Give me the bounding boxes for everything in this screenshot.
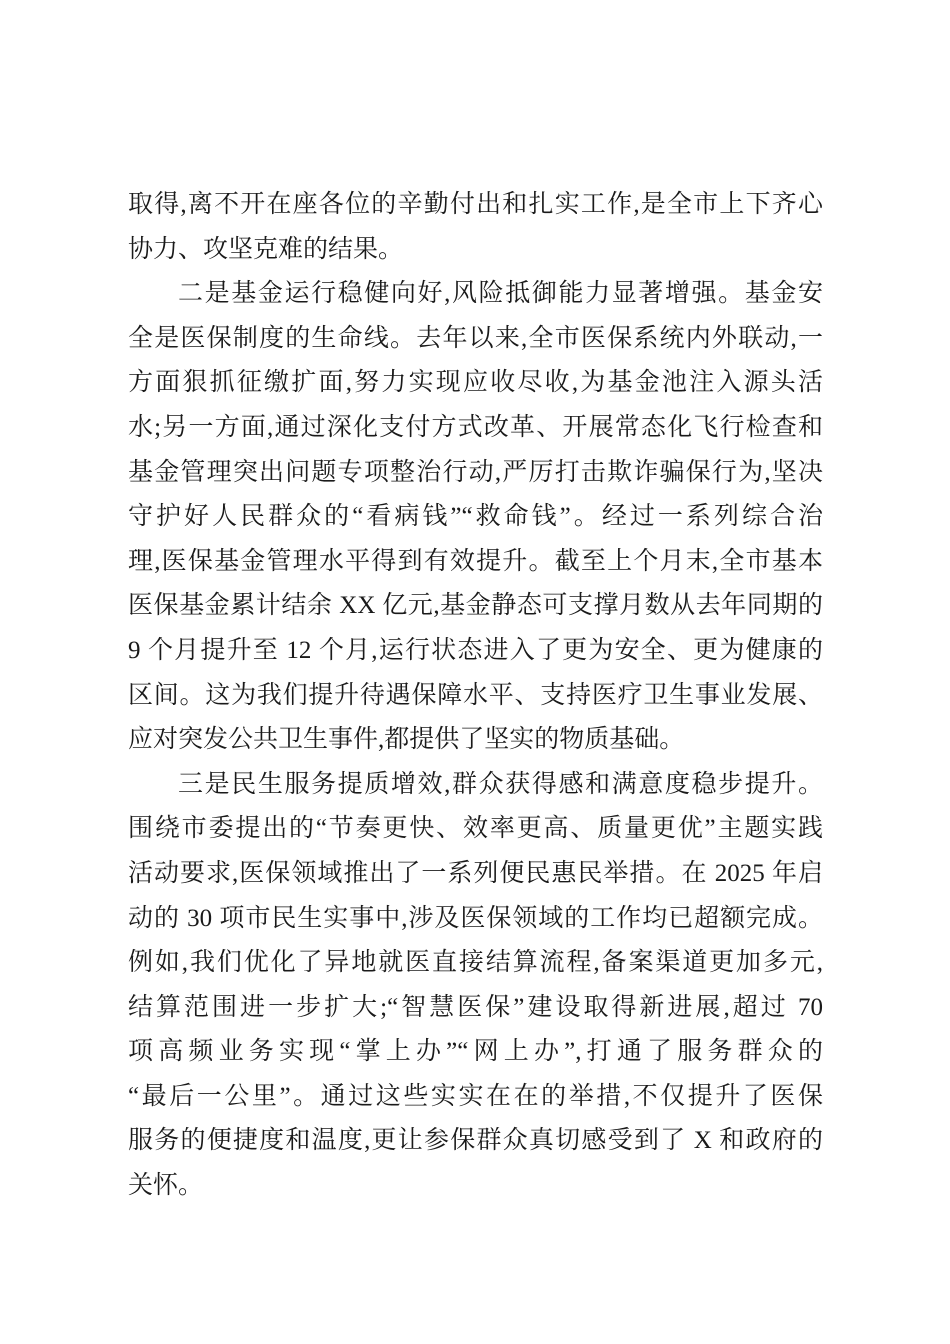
text-line: 理,医保基金管理水平得到有效提升。截至上个月末,全市基本 <box>128 547 823 575</box>
text-line: 应对突发公共卫生事件,都提供了坚实的物质基础。 <box>128 726 685 754</box>
text-line: 服务的便捷度和温度,更让参保群众真切感受到了 X 和政府的 <box>128 1127 823 1155</box>
text-line: 三是民生服务提质增效,群众获得感和满意度稳步提升。 <box>178 770 823 798</box>
text-line: 项高频业务实现“掌上办”“网上办”,打通了服务群众的 <box>128 1038 823 1066</box>
text-line: 取得,离不开在座各位的辛勤付出和扎实工作,是全市上下齐心 <box>128 191 823 218</box>
text-line: 二是基金运行稳健向好,风险抵御能力显著增强。基金安 <box>178 280 823 308</box>
text-line: 动的 30 项市民生实事中,涉及医保领域的工作均已超额完成。 <box>128 904 823 932</box>
paragraph-continuation <box>128 183 823 272</box>
text-line: 关怀。 <box>128 1172 204 1200</box>
paragraph-point-three <box>128 763 823 1209</box>
text-line: 守护好人民群众的“看病钱”“救命钱”。经过一系列综合治 <box>128 503 823 531</box>
text-line: 9 个月提升至 12 个月,运行状态进入了更为安全、更为健康的 <box>128 636 823 664</box>
text-line: 区间。这为我们提升待遇保障水平、支持医疗卫生事业发展、 <box>128 681 823 709</box>
text-line: 医保基金累计结余 XX 亿元,基金静态可支撑月数从去年同期的 <box>128 592 823 620</box>
text-line: 全是医保制度的生命线。去年以来,全市医保系统内外联动,一 <box>128 324 823 352</box>
text-line: 水;另一方面,通过深化支付方式改革、开展常态化飞行检查和 <box>128 413 823 441</box>
text-line: 方面狠抓征缴扩面,努力实现应收尽收,为基金池注入源头活 <box>128 369 823 397</box>
text-line: 例如,我们优化了异地就医直接结算流程,备案渠道更加多元, <box>128 949 823 977</box>
text-line: 活动要求,医保领域推出了一系列便民惠民举措。在 2025 年启 <box>128 859 823 887</box>
text-line: 协力、攻坚克难的结果。 <box>128 235 404 263</box>
text-line: 结算范围进一步扩大;“智慧医保”建设取得新进展,超过 70 <box>128 993 823 1021</box>
text-line: “最后一公里”。通过这些实实在在的举措,不仅提升了医保 <box>128 1082 823 1110</box>
text-line: 围绕市委提出的“节奏更快、效率更高、质量更优”主题实践 <box>128 815 823 843</box>
text-line: 基金管理突出问题专项整治行动,严厉打击欺诈骗保行为,坚决 <box>128 458 823 486</box>
paragraph-point-two <box>128 272 823 763</box>
